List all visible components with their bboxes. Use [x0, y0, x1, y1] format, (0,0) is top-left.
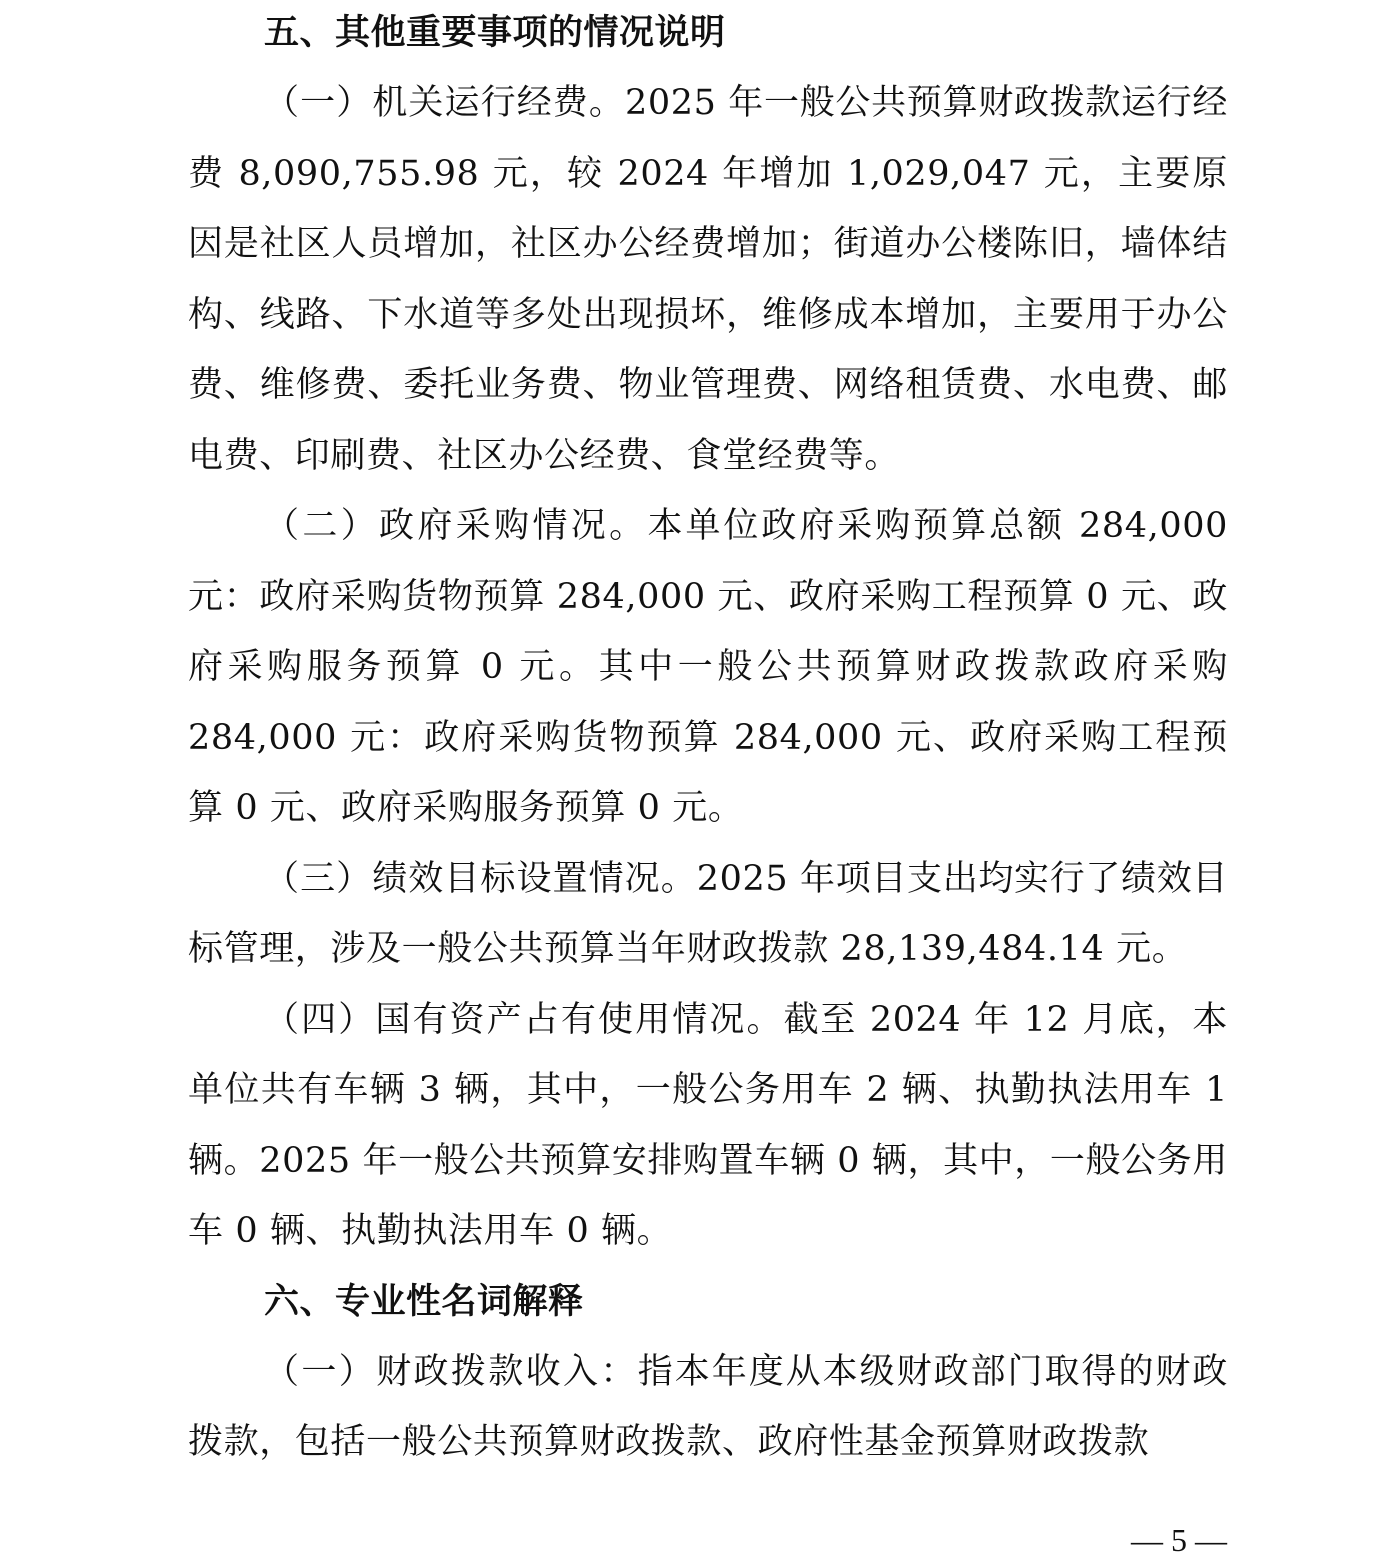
- page-number: — 5 —: [1131, 1522, 1227, 1558]
- paragraph-body: 2025 年一般公共预算财政拨款运行经费 8,090,755.98 元，较 2024 年增加 1,029,047 元，主要原因是社区人员增加，社区办公经费增加；街道办公楼陈旧，墙体结构、线路、下水道等多处出现损坏，维修成本增加，主要用于办公费、维修费、委托业务费、物业管理费、网络租赁费、水电费、邮电费、印刷费、社区办公经费、食堂经费等。: [188, 83, 1228, 476]
- paragraph-lead: （一）财政拨款收入：: [264, 1351, 638, 1392]
- paragraph-lead: （三）绩效目标设置情况。: [264, 858, 697, 899]
- paragraph-body: 本单位政府采购预算总额 284,000 元：政府采购货物预算 284,000 元、政府采购工程预算 0 元、政府采购服务预算 0 元。其中一般公共预算财政拨款政府采购 284,000 元：政府采购货物预算 284,000 元、政府采购工程预算 0 元、政府采购服务预算 0 元。: [188, 506, 1228, 828]
- paragraph-fiscal-appropriation-income: [188, 1337, 1228, 1478]
- paragraph-body: 指本年度从本级财政部门取得的财政拨款，包括一般公共预算财政拨款、政府性基金预算财政拨款: [188, 1351, 1228, 1462]
- paragraph-state-assets: [188, 985, 1228, 1267]
- section-heading-6: 六、专业性名词解释: [264, 1281, 584, 1322]
- paragraph-body: 截至 2024 年 12 月底，本单位共有车辆 3 辆，其中，一般公务用车 2 辆、执勤执法用车 1 辆。2025 年一般公共预算安排购置车辆 0 辆，其中，一般公务用车 0 辆、执勤执法用车 0 辆。: [188, 999, 1228, 1251]
- document-page: [188, 0, 1228, 1478]
- section-heading-5: 五、其他重要事项的情况说明: [264, 13, 726, 53]
- paragraph-body: 2025 年项目支出均实行了绩效目标管理，涉及一般公共预算当年财政拨款 28,139,484.14 元。: [188, 858, 1228, 969]
- paragraph-performance-targets: [188, 844, 1228, 985]
- paragraph-operating-expenses: [188, 68, 1228, 491]
- paragraph-lead: （四）国有资产占有使用情况。: [264, 999, 784, 1040]
- paragraph-government-procurement: [188, 491, 1228, 844]
- paragraph-lead: （二）政府采购情况。: [264, 506, 648, 546]
- paragraph-lead: （一）机关运行经费。: [264, 83, 625, 123]
